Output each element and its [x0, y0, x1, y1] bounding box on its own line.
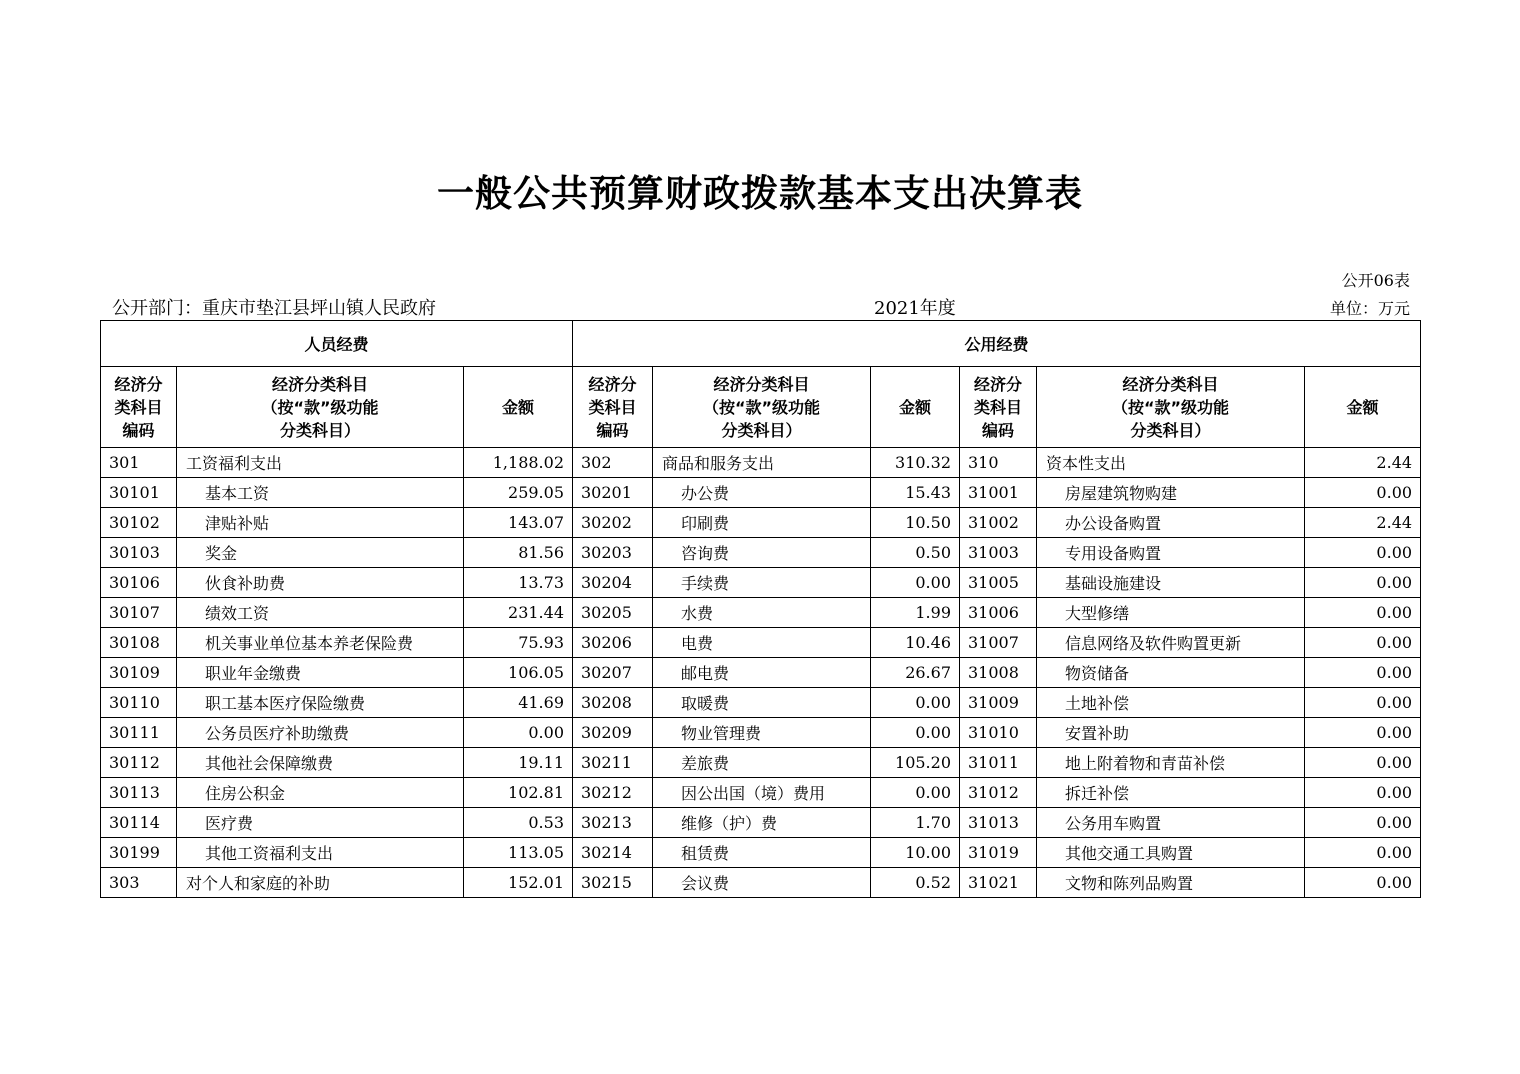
header-line: 经济分: [973, 374, 1022, 394]
column-header-amount: 金额: [464, 367, 573, 448]
item-name-cell: 因公出国（境）费用: [653, 778, 871, 808]
column-header-amount: 金额: [871, 367, 960, 448]
amount-cell: 0.00: [1305, 808, 1421, 838]
amount-cell: 1.70: [871, 808, 960, 838]
code-cell: 303: [101, 868, 177, 898]
amount-cell: 19.11: [464, 748, 573, 778]
item-name-cell: 绩效工资: [177, 598, 464, 628]
code-cell: 30211: [573, 748, 653, 778]
code-cell: 301: [101, 448, 177, 478]
header-line: 经济分: [114, 374, 163, 394]
item-name-cell: 物业管理费: [653, 718, 871, 748]
table-row: [101, 868, 1421, 898]
code-cell: 31005: [960, 568, 1037, 598]
form-number: 公开06表: [1341, 271, 1410, 290]
item-name-cell: 机关事业单位基本养老保险费: [177, 628, 464, 658]
table-row: [101, 508, 1421, 538]
header-line: 经济分类科目: [713, 374, 810, 394]
code-cell: 30103: [101, 538, 177, 568]
item-name-cell: 公务员医疗补助缴费: [177, 718, 464, 748]
code-cell: 31009: [960, 688, 1037, 718]
item-name-cell: 租赁费: [653, 838, 871, 868]
code-cell: 30214: [573, 838, 653, 868]
column-header-amount: 金额: [1305, 367, 1421, 448]
amount-cell: 0.00: [1305, 568, 1421, 598]
column-header-code: [573, 367, 653, 448]
code-cell: 31007: [960, 628, 1037, 658]
column-header-name: [1037, 367, 1305, 448]
header-line: 经济分类科目: [271, 374, 368, 394]
header-line: （按“款”级功能: [702, 397, 821, 417]
table-row: [101, 808, 1421, 838]
table-row: [101, 568, 1421, 598]
amount-cell: 0.53: [464, 808, 573, 838]
item-name-cell: 咨询费: [653, 538, 871, 568]
header-line: （按“款”级功能: [1111, 397, 1230, 417]
item-name-cell: 工资福利支出: [177, 448, 464, 478]
code-cell: 31019: [960, 838, 1037, 868]
item-name-cell: 文物和陈列品购置: [1037, 868, 1305, 898]
code-cell: 30113: [101, 778, 177, 808]
code-cell: 30205: [573, 598, 653, 628]
header-line: 分类科目）: [1130, 420, 1211, 440]
item-name-cell: 安置补助: [1037, 718, 1305, 748]
code-cell: 30102: [101, 508, 177, 538]
code-cell: 302: [573, 448, 653, 478]
code-cell: 30110: [101, 688, 177, 718]
code-cell: 30206: [573, 628, 653, 658]
amount-cell: 113.05: [464, 838, 573, 868]
amount-cell: 10.46: [871, 628, 960, 658]
amount-cell: 259.05: [464, 478, 573, 508]
amount-cell: 0.00: [871, 778, 960, 808]
amount-cell: 75.93: [464, 628, 573, 658]
item-name-cell: 手续费: [653, 568, 871, 598]
group-header-public: 公用经费: [573, 321, 1421, 367]
code-cell: 30212: [573, 778, 653, 808]
amount-cell: 0.00: [871, 718, 960, 748]
column-header-name: [653, 367, 871, 448]
group-header-personnel: 人员经费: [101, 321, 573, 367]
amount-cell: 105.20: [871, 748, 960, 778]
code-cell: 31012: [960, 778, 1037, 808]
item-name-cell: 其他社会保障缴费: [177, 748, 464, 778]
code-cell: 30208: [573, 688, 653, 718]
item-name-cell: 商品和服务支出: [653, 448, 871, 478]
code-cell: 30108: [101, 628, 177, 658]
column-header-code: [101, 367, 177, 448]
item-name-cell: 水费: [653, 598, 871, 628]
item-name-cell: 基础设施建设: [1037, 568, 1305, 598]
header-line: 编码: [122, 420, 155, 440]
item-name-cell: 物资储备: [1037, 658, 1305, 688]
code-cell: 31010: [960, 718, 1037, 748]
code-cell: 30106: [101, 568, 177, 598]
item-name-cell: 会议费: [653, 868, 871, 898]
year-label: 2021年度: [874, 298, 956, 319]
expenditure-table: [100, 320, 1421, 898]
item-name-cell: 职业年金缴费: [177, 658, 464, 688]
amount-cell: 15.43: [871, 478, 960, 508]
item-name-cell: 办公设备购置: [1037, 508, 1305, 538]
table-row: [101, 748, 1421, 778]
amount-cell: 0.00: [871, 568, 960, 598]
unit-label: 单位：万元: [1329, 299, 1410, 318]
table-row: [101, 598, 1421, 628]
amount-cell: 102.81: [464, 778, 573, 808]
code-cell: 31006: [960, 598, 1037, 628]
header-line: 类科目: [588, 397, 637, 417]
amount-cell: 0.00: [871, 688, 960, 718]
item-name-cell: 其他工资福利支出: [177, 838, 464, 868]
code-cell: 31008: [960, 658, 1037, 688]
item-name-cell: 邮电费: [653, 658, 871, 688]
item-name-cell: 差旅费: [653, 748, 871, 778]
amount-cell: 0.00: [1305, 538, 1421, 568]
amount-cell: 0.00: [1305, 838, 1421, 868]
table-row: [101, 838, 1421, 868]
code-cell: 31013: [960, 808, 1037, 838]
amount-cell: 152.01: [464, 868, 573, 898]
item-name-cell: 其他交通工具购置: [1037, 838, 1305, 868]
item-name-cell: 房屋建筑物购建: [1037, 478, 1305, 508]
item-name-cell: 专用设备购置: [1037, 538, 1305, 568]
item-name-cell: 职工基本医疗保险缴费: [177, 688, 464, 718]
department-label: 公开部门：重庆市垫江县坪山镇人民政府: [112, 298, 436, 319]
item-name-cell: 伙食补助费: [177, 568, 464, 598]
table-row: [101, 778, 1421, 808]
code-cell: 31003: [960, 538, 1037, 568]
table-row: [101, 448, 1421, 478]
amount-cell: 10.00: [871, 838, 960, 868]
amount-cell: 0.00: [464, 718, 573, 748]
item-name-cell: 公务用车购置: [1037, 808, 1305, 838]
item-name-cell: 对个人和家庭的补助: [177, 868, 464, 898]
amount-cell: 13.73: [464, 568, 573, 598]
item-name-cell: 医疗费: [177, 808, 464, 838]
column-header-code: [960, 367, 1037, 448]
item-name-cell: 基本工资: [177, 478, 464, 508]
table-row: [101, 628, 1421, 658]
code-cell: 30207: [573, 658, 653, 688]
code-cell: 30213: [573, 808, 653, 838]
amount-cell: 0.52: [871, 868, 960, 898]
item-name-cell: 信息网络及软件购置更新: [1037, 628, 1305, 658]
amount-cell: 143.07: [464, 508, 573, 538]
amount-cell: 0.00: [1305, 478, 1421, 508]
code-cell: 30114: [101, 808, 177, 838]
amount-cell: 0.00: [1305, 628, 1421, 658]
header-line: 类科目: [973, 397, 1022, 417]
header-line: 分类科目）: [721, 420, 802, 440]
amount-cell: 0.00: [1305, 598, 1421, 628]
amount-cell: 310.32: [871, 448, 960, 478]
code-cell: 30199: [101, 838, 177, 868]
item-name-cell: 印刷费: [653, 508, 871, 538]
item-name-cell: 维修（护）费: [653, 808, 871, 838]
header-line: 经济分类科目: [1122, 374, 1219, 394]
item-name-cell: 地上附着物和青苗补偿: [1037, 748, 1305, 778]
item-name-cell: 津贴补贴: [177, 508, 464, 538]
amount-cell: 1.99: [871, 598, 960, 628]
amount-cell: 106.05: [464, 658, 573, 688]
amount-cell: 0.00: [1305, 658, 1421, 688]
table-row: [101, 718, 1421, 748]
item-name-cell: 资本性支出: [1037, 448, 1305, 478]
amount-cell: 0.00: [1305, 868, 1421, 898]
code-cell: 31011: [960, 748, 1037, 778]
item-name-cell: 拆迁补偿: [1037, 778, 1305, 808]
table-row: [101, 658, 1421, 688]
code-cell: 30209: [573, 718, 653, 748]
code-cell: 31002: [960, 508, 1037, 538]
code-cell: 310: [960, 448, 1037, 478]
column-header-name: [177, 367, 464, 448]
header-line: 经济分: [588, 374, 637, 394]
amount-cell: 41.69: [464, 688, 573, 718]
code-cell: 30202: [573, 508, 653, 538]
page-title: 一般公共预算财政拨款基本支出决算表: [437, 172, 1083, 215]
header-line: 类科目: [114, 397, 163, 417]
amount-cell: 0.00: [1305, 778, 1421, 808]
amount-cell: 81.56: [464, 538, 573, 568]
code-cell: 30203: [573, 538, 653, 568]
header-line: （按“款”级功能: [261, 397, 379, 417]
amount-cell: 10.50: [871, 508, 960, 538]
code-cell: 30215: [573, 868, 653, 898]
amount-cell: 0.50: [871, 538, 960, 568]
code-cell: 30204: [573, 568, 653, 598]
header-line: 编码: [596, 420, 629, 440]
amount-cell: 2.44: [1305, 448, 1421, 478]
code-cell: 30101: [101, 478, 177, 508]
code-cell: 30111: [101, 718, 177, 748]
amount-cell: 1,188.02: [464, 448, 573, 478]
header-line: 编码: [981, 420, 1014, 440]
code-cell: 30107: [101, 598, 177, 628]
amount-cell: 2.44: [1305, 508, 1421, 538]
item-name-cell: 大型修缮: [1037, 598, 1305, 628]
item-name-cell: 办公费: [653, 478, 871, 508]
code-cell: 31021: [960, 868, 1037, 898]
amount-cell: 26.67: [871, 658, 960, 688]
header-line: 分类科目）: [279, 420, 360, 440]
item-name-cell: 电费: [653, 628, 871, 658]
table-row: [101, 688, 1421, 718]
item-name-cell: 住房公积金: [177, 778, 464, 808]
amount-cell: 0.00: [1305, 688, 1421, 718]
code-cell: 31001: [960, 478, 1037, 508]
code-cell: 30201: [573, 478, 653, 508]
code-cell: 30112: [101, 748, 177, 778]
item-name-cell: 奖金: [177, 538, 464, 568]
table-row: [101, 538, 1421, 568]
amount-cell: 231.44: [464, 598, 573, 628]
item-name-cell: 取暖费: [653, 688, 871, 718]
code-cell: 30109: [101, 658, 177, 688]
item-name-cell: 土地补偿: [1037, 688, 1305, 718]
table-row: [101, 478, 1421, 508]
amount-cell: 0.00: [1305, 718, 1421, 748]
amount-cell: 0.00: [1305, 748, 1421, 778]
